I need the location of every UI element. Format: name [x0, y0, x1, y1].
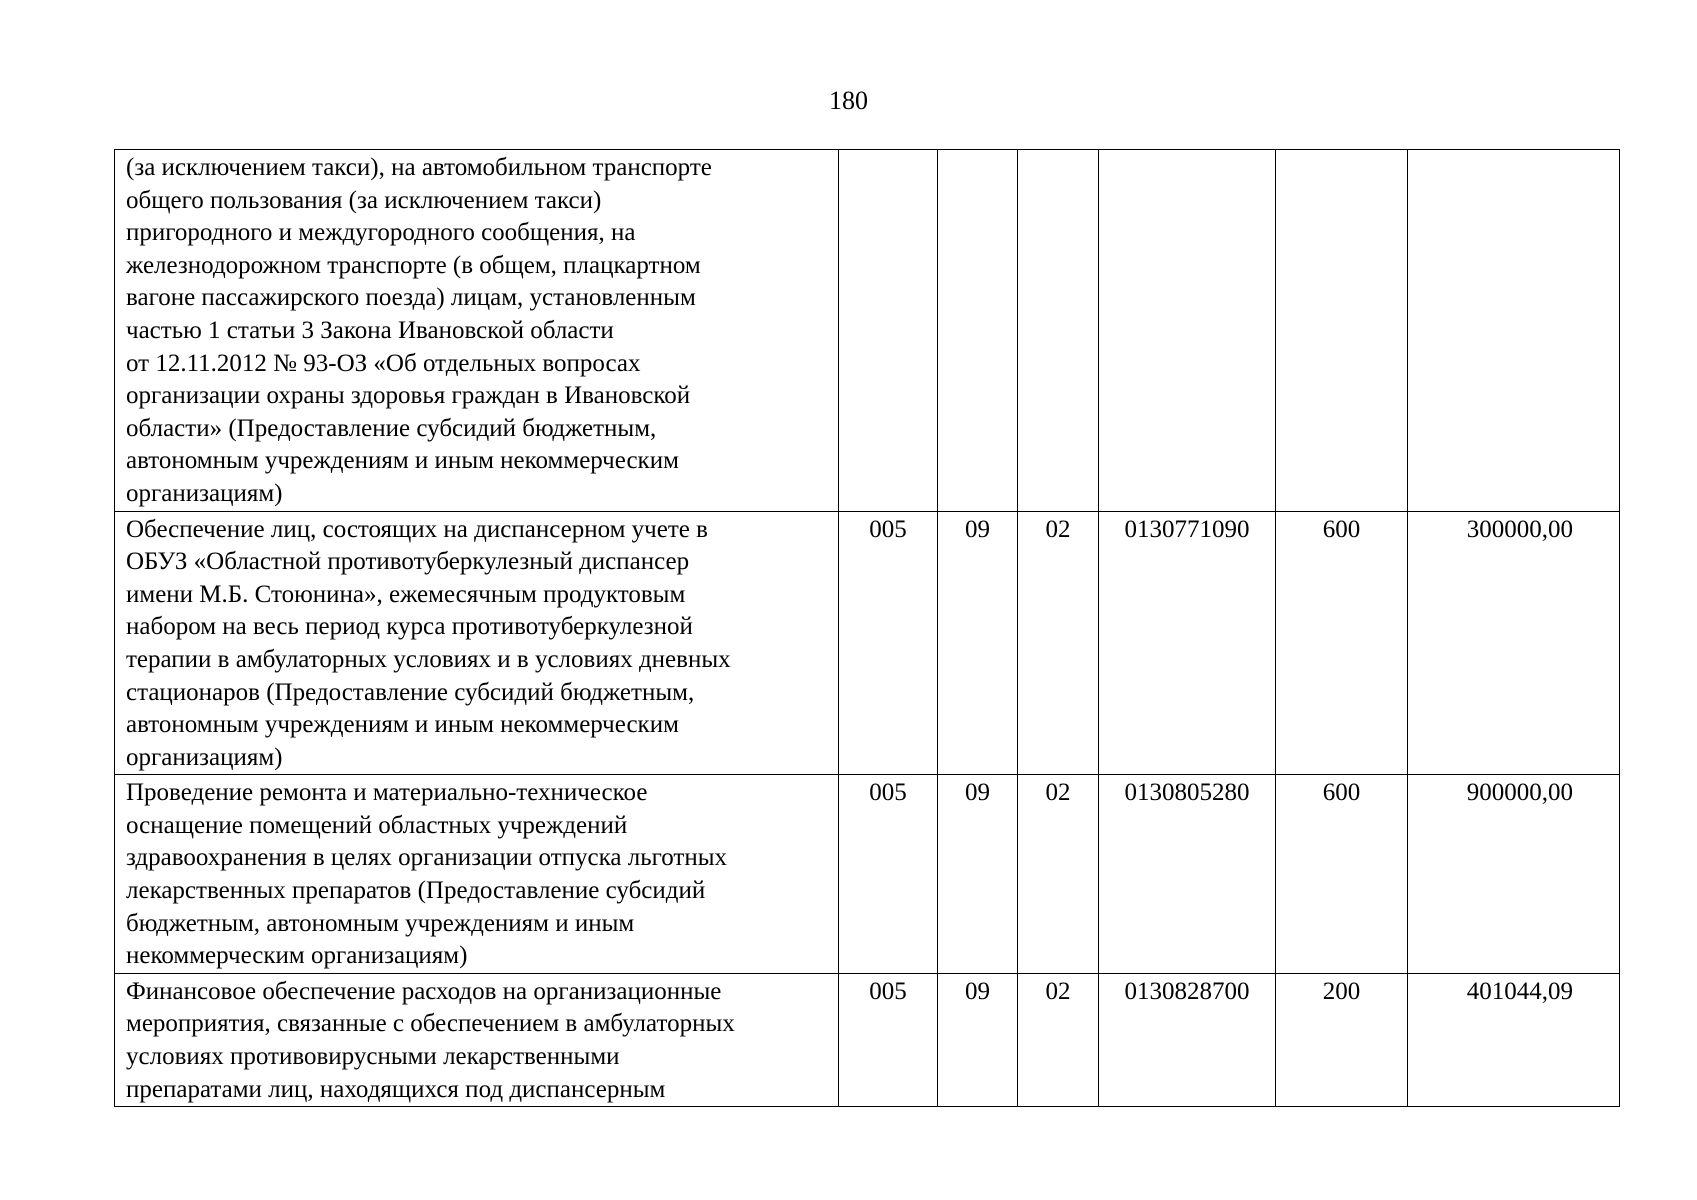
section-code-cell: 09 — [938, 775, 1018, 974]
description-cell: Проведение ремонта и материально-техническое оснащение помещений областных учреждений здравоохранения в целях организации отпуска льготных лекарственных препаратов (Предоставление субсидий бюджетным, автономным учреждениям и иным некоммерческим организациям) — [115, 775, 839, 974]
description-cell: (за исключением такси), на автомобильном транспорте общего пользования (за исключением такси) пригородного и междугородного сообщения, на железнодорожном транспорте (в общем, плацкартном вагоне пассажирского поезда) лицам, установленным частью 1 статьи 3 Закона Ивановской области от 12.11.2012 № 93-ОЗ «Об отдельных вопросах организации охраны здоровья граждан в Ивановской области» (Предоставление субсидий бюджетным, автономным учреждениям и иным некоммерческим организациям) — [115, 150, 839, 512]
expense-type-cell: 200 — [1276, 973, 1408, 1106]
target-article-cell — [1099, 150, 1276, 512]
amount-cell: 900000,00 — [1408, 775, 1620, 974]
amount-cell — [1408, 150, 1620, 512]
page-number: 180 — [829, 86, 868, 115]
section-code-cell: 09 — [938, 511, 1018, 775]
expense-type-cell: 600 — [1276, 775, 1408, 974]
subsection-code-cell — [1018, 150, 1099, 512]
description-cell: Обеспечение лиц, состоящих на диспансерном учете в ОБУЗ «Областной противотуберкулезный диспансер имени М.Б. Стоюнина», ежемесячным продуктовым набором на весь период курса противотуберкулезной терапии в амбулаторных условиях и в условиях дневных стационаров (Предоставление субсидий бюджетным, автономным учреждениям и иным некоммерческим организациям) — [115, 511, 839, 775]
ministry-code-cell: 005 — [839, 973, 938, 1106]
expense-type-cell: 600 — [1276, 511, 1408, 775]
subsection-code-cell: 02 — [1018, 973, 1099, 1106]
ministry-code-cell — [839, 150, 938, 512]
subsection-code-cell: 02 — [1018, 511, 1099, 775]
description-cell: Финансовое обеспечение расходов на организационные мероприятия, связанные с обеспечением в амбулаторных условиях противовирусными лекарственными препаратами лиц, находящихся под диспансерным — [115, 973, 839, 1106]
target-article-cell: 0130805280 — [1099, 775, 1276, 974]
target-article-cell: 0130771090 — [1099, 511, 1276, 775]
amount-cell: 300000,00 — [1408, 511, 1620, 775]
section-code-cell: 09 — [938, 973, 1018, 1106]
target-article-cell: 0130828700 — [1099, 973, 1276, 1106]
ministry-code-cell: 005 — [839, 775, 938, 974]
table-row — [115, 511, 1620, 775]
table-row — [115, 775, 1620, 974]
amount-cell: 401044,09 — [1408, 973, 1620, 1106]
ministry-code-cell: 005 — [839, 511, 938, 775]
expense-type-cell — [1276, 150, 1408, 512]
table-row — [115, 150, 1620, 512]
section-code-cell — [938, 150, 1018, 512]
budget-table — [114, 149, 1620, 1107]
subsection-code-cell: 02 — [1018, 775, 1099, 974]
table-row — [115, 973, 1620, 1106]
